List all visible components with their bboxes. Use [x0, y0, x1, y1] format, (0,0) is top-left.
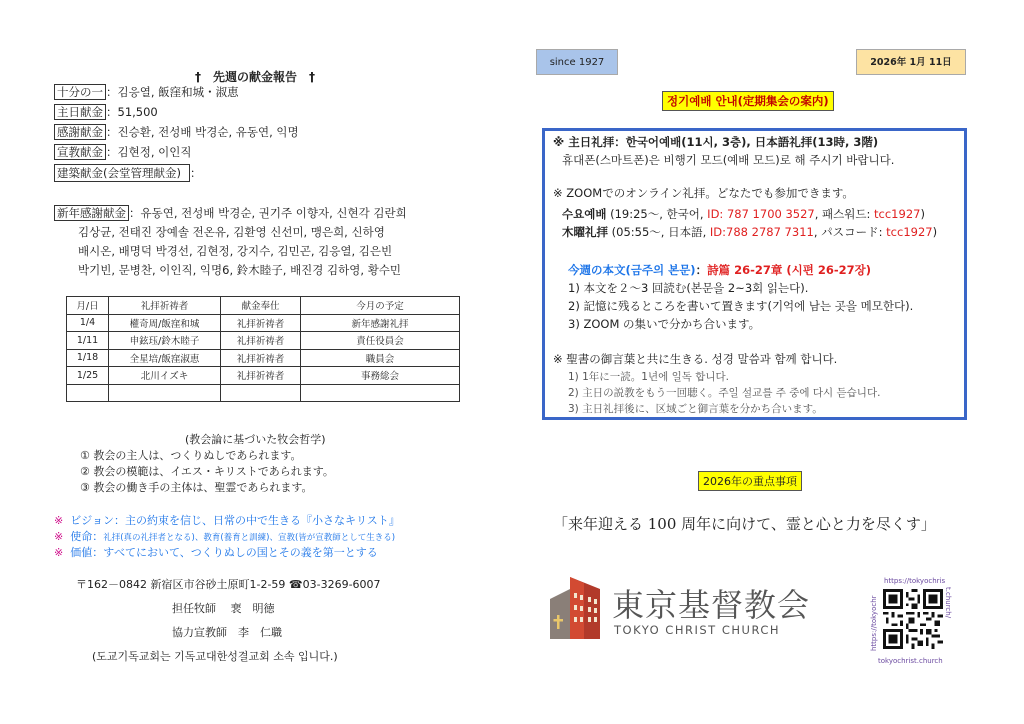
weekly-text-line: 今週の本文(금주의 본문)：詩篇 26-27章 (시편 26-27장)	[568, 263, 871, 277]
qr-url-left: https://tokyochr	[870, 595, 878, 651]
table-cell: 新年感謝礼拝	[301, 314, 460, 332]
table-cell	[221, 384, 301, 402]
vision-line: ※ ビジョン：主の約束を信じ、日常の中で生きる『小さなキリスト』	[54, 514, 400, 527]
table-cell: 1/18	[67, 349, 109, 367]
table-cell: 權奇周/飯窪和城	[109, 314, 221, 332]
table-cell: 申鉉珏/鈴木睦子	[109, 332, 221, 350]
offering-sunday-row: 主日献金 ：51,500	[54, 104, 158, 120]
table-cell: 責任役員会	[301, 332, 460, 350]
philosophy-item: ② 教会の模範は、イエス・キリストであられます。	[80, 465, 334, 478]
thursday-worship-line: 木曜礼拝 (05:55～, 日本語, ID:788 2787 7311, パスコード: tcc1927)	[562, 225, 938, 239]
table-row	[67, 314, 460, 332]
since-badge: since 1927	[536, 49, 618, 75]
table-cell: 礼拝祈祷者	[221, 367, 301, 385]
table-header-row	[67, 297, 460, 315]
table-cell: 事務総会	[301, 367, 460, 385]
phone-mode-note: 휴대폰(스마트폰)은 비행기 모드(예배 모드)로 해 주시기 바랍니다.	[562, 153, 895, 167]
table-cell: 1/11	[67, 332, 109, 350]
column-header: 月/日	[67, 297, 109, 315]
table-cell: 北川イズキ	[109, 367, 221, 385]
focus-label: 2026年の重点事項	[698, 471, 802, 491]
senior-pastor: 担任牧師 裵 明徳	[172, 602, 275, 615]
affiliation-note: (도교기독교회는 기독교대한성결교회 소속 입니다.)	[92, 650, 338, 663]
philosophy-title: (教会論に基づいた牧会哲学)	[185, 433, 326, 446]
monthly-schedule-table	[66, 296, 460, 402]
church-address: 〒162－0842 新宿区市谷砂土原町1-2-59 ☎03-3269-6007	[76, 578, 381, 591]
reading-step: 1) 本文を２～3 回読む(본문을 2~3회 읽는다).	[568, 281, 809, 295]
zoom-title: ※ ZOOMでのオンライン礼拝。どなたでも参加できます。	[553, 186, 854, 200]
church-logo-icon	[550, 575, 602, 639]
reading-step: 2) 記憶に残るところを書いて置きます(기억에 남는 곳을 메모한다).	[568, 299, 914, 313]
table-cell: 礼拝祈祷者	[221, 332, 301, 350]
table-cell	[301, 384, 460, 402]
wednesday-worship-line: 수요예배 (19:25～, 한국어, ID: 787 1700 3527, 패스워드: tcc1927)	[562, 207, 925, 221]
column-header: 献金奉仕	[221, 297, 301, 315]
offering-thanks-row: 感謝献金 ：진승환, 전성배 박경순, 유동연, 익명	[54, 124, 299, 140]
notice-title: 정기예배 안내(定期集会の案内)	[662, 91, 834, 111]
sunday-worship-line: ※ 主日礼拝：한국어예배(11시, 3층), 日本語礼拝(13時, 3階)	[553, 135, 879, 149]
church-name-japanese: 東京基督教会	[612, 586, 811, 624]
newyear-offering-row: 新年感謝献金 ：유동연, 전성배 박경순, 권기주 이향자, 신현각 김란희	[54, 205, 407, 221]
qr-url-top: https://tokyochris	[884, 577, 946, 585]
table-cell	[67, 384, 109, 402]
newyear-names-line: 박기빈, 문병찬, 이인직, 익명6, 鈴木睦子, 배진경 김하영, 황수민	[78, 263, 402, 277]
values-line: ※ 価値：すべてにおいて、つくりぬしの国とその義を第一とする	[54, 546, 378, 559]
qr-url-right: t.church/	[944, 587, 952, 619]
date-badge: 2026年 1月 11日	[856, 49, 966, 75]
table-cell: 1/4	[67, 314, 109, 332]
table-cell: 礼拝祈祷者	[221, 314, 301, 332]
offering-building-row: 建築献金(会堂管理献金) ：	[54, 164, 201, 182]
live-item: 2) 主日の説教をもう一回聴く。주일 설교를 주 중에 다시 듣습니다.	[568, 387, 881, 399]
table-cell: 礼拝祈祷者	[221, 349, 301, 367]
live-item: 1) 1年に一読。1년에 일독 합니다.	[568, 371, 729, 383]
newyear-names-line: 배시온, 배명덕 박경선, 김현정, 강지수, 김민곤, 김응열, 김은빈	[78, 244, 393, 258]
annual-motto: 「来年迎える 100 周年に向けて、霊と心と力を尽くす」	[553, 515, 936, 533]
table-cell: 全星培/飯窪淑恵	[109, 349, 221, 367]
qr-code-icon	[883, 589, 943, 652]
live-item: 3) 主日礼拝後に、区域ごと御言葉を分かち合います。	[568, 403, 823, 415]
philosophy-item: ③ 教会の働き手の主体は、聖霊であられます。	[80, 481, 313, 494]
qr-code-block[interactable]	[866, 579, 962, 663]
live-with-word-title: ※ 聖書の御言葉と共に生きる. 성경 말씀과 함께 합니다.	[553, 352, 838, 366]
table-cell: 職員会	[301, 349, 460, 367]
newyear-names-line: 김상균, 전태진 장예솔 전온유, 김환영 신선미, 맹은희, 신하영	[78, 225, 385, 239]
table-row	[67, 349, 460, 367]
column-header: 今月の予定	[301, 297, 460, 315]
coworker-missionary: 協力宣教師 李 仁職	[172, 626, 282, 639]
table-row	[67, 332, 460, 350]
table-row	[67, 367, 460, 385]
offering-tithe-row: 十分の一 ：김응열, 飯窪和城・淑恵	[54, 84, 239, 100]
qr-url-bottom: tokyochrist.church	[878, 657, 943, 665]
offering-report-heading: † 先週の献金報告 †	[195, 70, 316, 84]
reading-step: 3) ZOOM の集いで分かち合います。	[568, 317, 761, 331]
philosophy-item: ① 教会の主人は、つくりぬしであられます。	[80, 449, 302, 462]
column-header: 礼拝祈祷者	[109, 297, 221, 315]
mission-line: ※ 使命：礼拝(真の礼拝者となる)、教育(養育と訓練)、宣教(皆が宣教師として生きる)	[54, 530, 396, 543]
church-name-english: TOKYO CHRIST CHURCH	[614, 623, 781, 637]
offering-mission-row: 宣教献金 ：김현정, 이인직	[54, 144, 191, 160]
table-row	[67, 384, 460, 402]
table-cell: 1/25	[67, 367, 109, 385]
table-cell	[109, 384, 221, 402]
